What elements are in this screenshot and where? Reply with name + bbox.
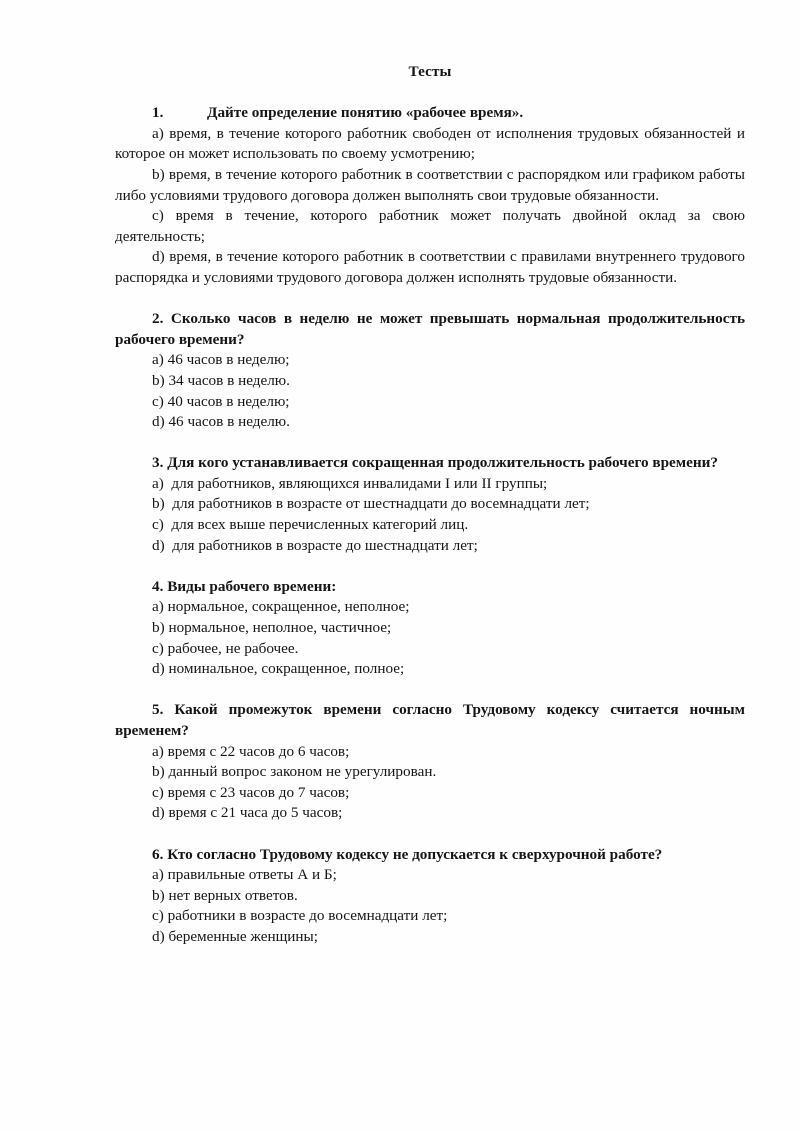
question-heading [115, 309, 745, 350]
option-text: время, в течение которого работник в соответствии с правилами внутреннего трудового распорядка и условиями трудового договора должен исполнять трудовые обязанности. [115, 248, 745, 286]
question-text: Какой промежуток времени согласно Трудовому кодексу считается ночным временем? [115, 701, 745, 739]
option-letter: d) [152, 660, 169, 678]
answer-option[interactable] [115, 865, 745, 886]
option-letter: c) [152, 639, 168, 657]
question-heading [115, 103, 745, 124]
option-text: нормальное, неполное, частичное; [168, 619, 392, 637]
option-text: время с 21 часа до 5 часов; [168, 804, 343, 822]
question-number: 5. [152, 701, 164, 719]
answer-option[interactable] [115, 474, 745, 495]
option-letter: a) [152, 474, 172, 492]
option-letter: d) [152, 536, 173, 554]
option-text: 46 часов в неделю. [168, 413, 290, 431]
answer-option[interactable] [115, 597, 745, 618]
option-text: время в течение, которого работник может получать двойной оклад за свою деятельность; [115, 207, 745, 245]
option-text: данный вопрос законом не урегулирован. [168, 763, 437, 781]
question-number: 2. [152, 310, 164, 328]
option-letter: c) [152, 783, 168, 801]
option-text: для работников, являющихся инвалидами I или II группы; [171, 474, 548, 492]
question-block [115, 845, 745, 948]
option-letter: b) [152, 495, 173, 513]
option-letter: c) [152, 392, 168, 410]
answer-option[interactable] [115, 124, 745, 165]
answer-option[interactable] [115, 494, 745, 515]
answer-option[interactable] [115, 412, 745, 433]
answer-option[interactable] [115, 659, 745, 680]
question-number: 4. [152, 577, 164, 595]
option-letter: d) [152, 927, 169, 945]
question-number: 1. [152, 104, 164, 122]
option-text: время, в течение которого работник свободен от исполнения трудовых обязанностей и которое он может использовать по своему усмотрению; [115, 124, 745, 163]
option-letter: c) [152, 516, 172, 534]
option-text: правильные ответы А и Б; [167, 866, 337, 884]
answer-option[interactable] [115, 906, 745, 927]
option-letter: d) [152, 804, 169, 822]
question-block [115, 103, 745, 288]
option-text: 34 часов в неделю. [168, 371, 290, 389]
option-text: время, в течение которого работник в соответствии с распорядком или графиком работы либо условиями трудового договора должен выполнять свои трудовые обязанности. [115, 165, 746, 204]
answer-option[interactable] [115, 371, 745, 392]
question-text: Сколько часов в неделю не может превышать нормальная продолжительность рабочего времени? [115, 310, 746, 348]
answer-option[interactable] [115, 392, 745, 413]
option-letter: a) [152, 598, 168, 616]
question-block [115, 309, 745, 433]
option-letter: a) [152, 866, 168, 884]
option-text: беременные женщины; [168, 927, 318, 945]
question-text: Дайте определение понятию «рабочее время». [207, 104, 524, 122]
option-text: нет верных ответов. [168, 886, 298, 904]
question-number: 3. [152, 454, 164, 472]
answer-option[interactable] [115, 206, 745, 247]
option-letter: b) [152, 165, 169, 183]
option-text: для работников в возрасте от шестнадцати до восемнадцати лет; [172, 495, 590, 513]
answer-option[interactable] [115, 515, 745, 536]
answer-option[interactable] [115, 350, 745, 371]
answer-option[interactable] [115, 783, 745, 804]
option-text: работники в возрасте до восемнадцати лет; [167, 907, 448, 925]
option-text: для всех выше перечисленных категорий лиц. [171, 516, 469, 534]
question-text: Для кого устанавливается сокращенная продолжительность рабочего времени? [167, 454, 718, 472]
option-text: время с 22 часов до 6 часов; [167, 742, 350, 760]
answer-option[interactable] [115, 639, 745, 660]
option-letter: c) [152, 207, 176, 225]
option-letter: b) [152, 371, 169, 389]
answer-option[interactable] [115, 803, 745, 824]
page-title: Тесты [408, 63, 452, 80]
question-heading [115, 700, 745, 741]
question-block [115, 453, 745, 556]
option-text: время с 23 часов до 7 часов; [167, 783, 350, 801]
answer-option[interactable] [115, 762, 745, 783]
answer-option[interactable] [115, 927, 745, 948]
answer-option[interactable] [115, 618, 745, 639]
option-text: рабочее, не рабочее. [167, 639, 299, 657]
question-list [115, 103, 745, 947]
option-letter: c) [152, 907, 168, 925]
option-letter: b) [152, 619, 169, 637]
question-text: Виды рабочего времени: [167, 577, 337, 595]
answer-option[interactable] [115, 247, 745, 288]
option-letter: d) [152, 248, 170, 266]
option-letter: a) [152, 124, 170, 142]
answer-option[interactable] [115, 742, 745, 763]
question-heading [115, 453, 745, 474]
question-number: 6. [152, 845, 164, 863]
option-text: для работников в возрасте до шестнадцати лет; [172, 536, 478, 554]
question-heading [115, 845, 745, 866]
question-heading [115, 577, 745, 598]
answer-option[interactable] [115, 536, 745, 557]
question-block [115, 577, 745, 680]
option-letter: d) [152, 413, 169, 431]
option-letter: b) [152, 763, 169, 781]
answer-option[interactable] [115, 886, 745, 907]
option-text: 40 часов в неделю; [167, 392, 290, 410]
option-text: 46 часов в неделю; [167, 351, 290, 369]
option-letter: b) [152, 886, 169, 904]
option-text: номинальное, сокращенное, полное; [168, 660, 405, 678]
question-block [115, 700, 745, 824]
question-text: Кто согласно Трудовому кодексу не допускается к сверхурочной работе? [167, 845, 663, 863]
answer-option[interactable] [115, 165, 745, 206]
document-body [115, 62, 745, 948]
option-letter: a) [152, 351, 168, 369]
option-text: нормальное, сокращенное, неполное; [167, 598, 410, 616]
option-letter: a) [152, 742, 168, 760]
